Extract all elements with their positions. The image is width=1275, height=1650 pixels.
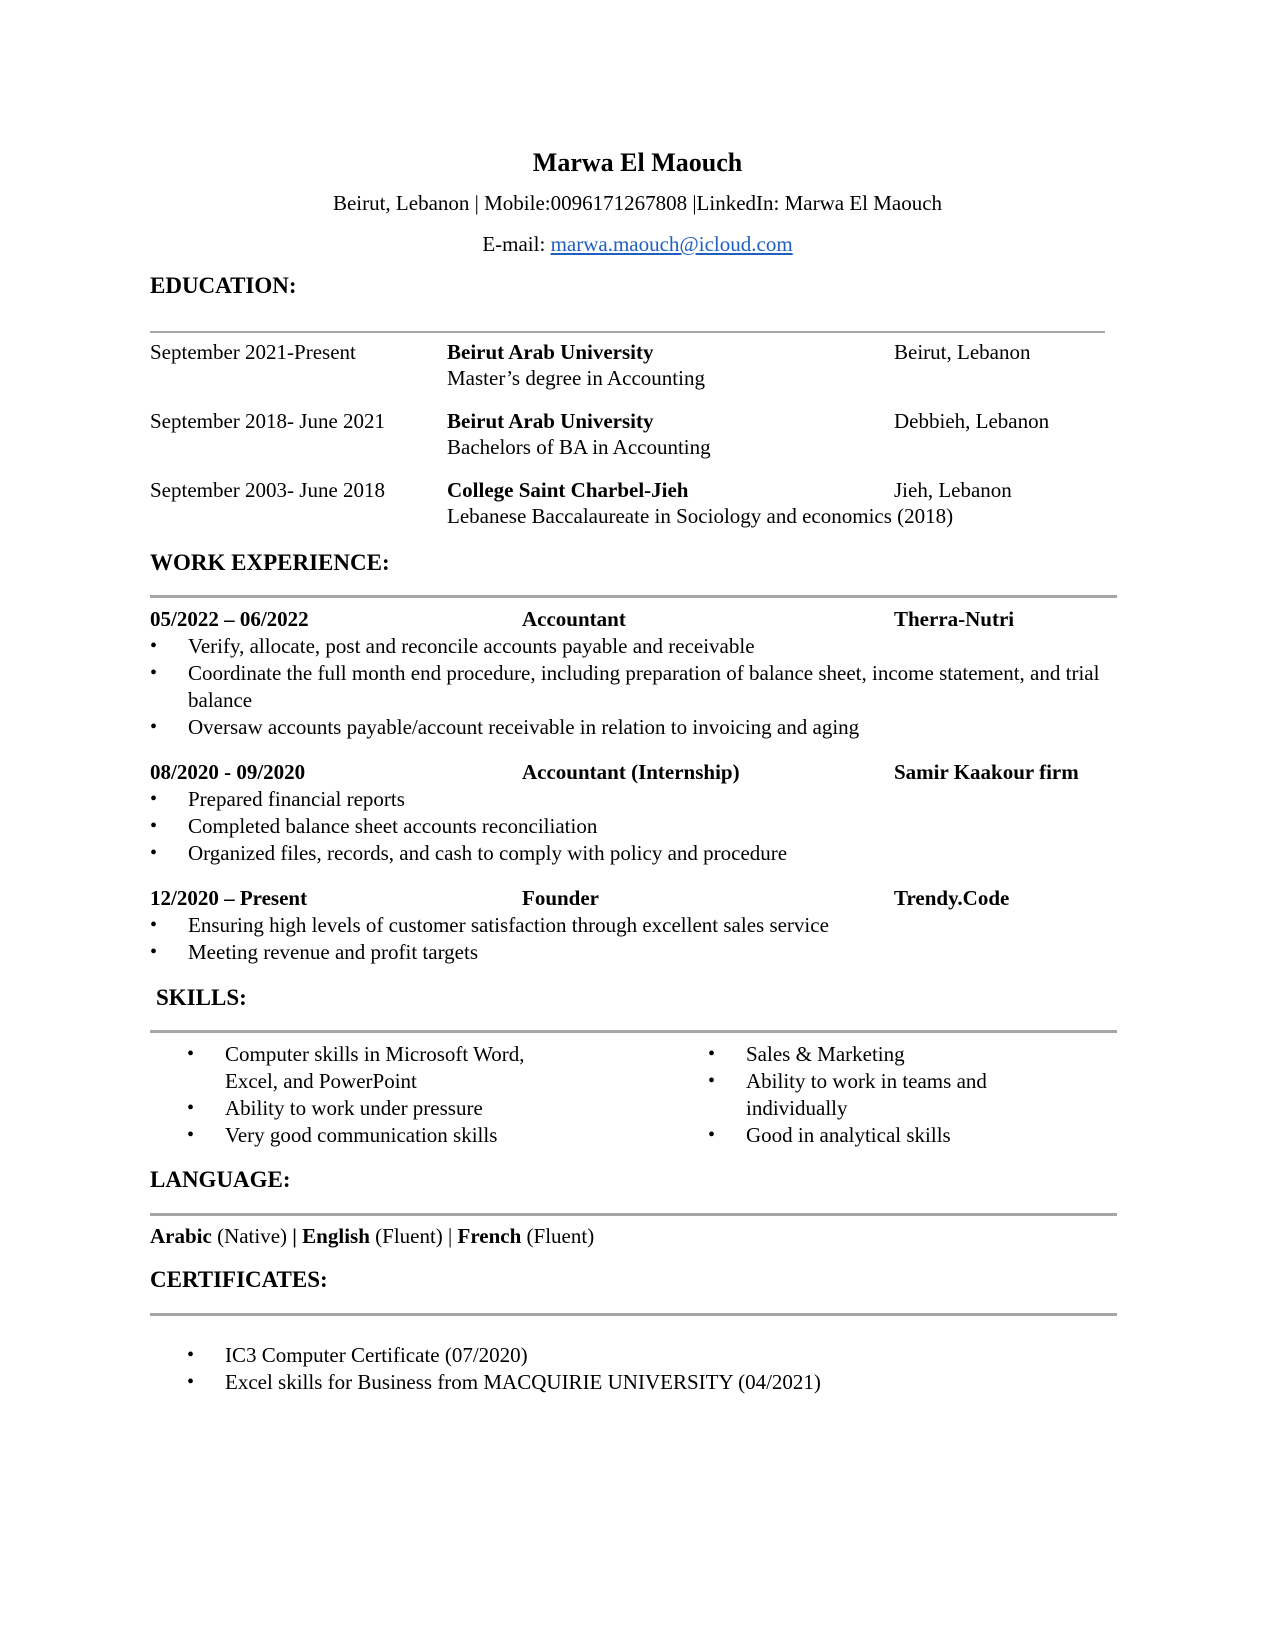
job-dates: 12/2020 – Present (150, 886, 308, 910)
education-location: Debbieh, Lebanon (894, 409, 1050, 433)
list-item: • Coordinate the full month end procedure, including preparation of balance sheet, income statement, and trial balance (150, 660, 1110, 714)
list-item: • Prepared financial reports (150, 786, 1110, 813)
education-degree: Lebanese Baccalaureate in Sociology and economics (2018) (447, 504, 954, 528)
contact-line: Beirut, Lebanon | Mobile:0096171267808 |LinkedIn: Marwa El Maouch (332, 191, 943, 215)
job-company: Therra-Nutri (894, 607, 1015, 631)
education-degree: Master’s degree in Accounting (447, 366, 705, 390)
skills-right-list (708, 1041, 1038, 1149)
email-label: E-mail: (482, 232, 551, 256)
education-institution: Beirut Arab University (447, 340, 654, 364)
job-dates: 05/2022 – 06/2022 (150, 607, 309, 631)
skills-divider (150, 1030, 1117, 1033)
language-level: (Fluent) (521, 1224, 595, 1248)
job-title: Accountant (Internship) (522, 760, 740, 784)
job-company: Samir Kaakour firm (894, 760, 1079, 784)
language-divider (150, 1213, 1117, 1216)
skills-left-list (187, 1041, 582, 1149)
list-item: • Good in analytical skills (708, 1122, 1038, 1149)
job-title: Accountant (522, 607, 626, 631)
education-institution: Beirut Arab University (447, 409, 654, 433)
language-separator: | (442, 1224, 458, 1248)
work-divider (150, 595, 1117, 598)
education-location: Beirut, Lebanon (894, 340, 1031, 364)
job-title: Founder (522, 886, 600, 910)
education-divider (150, 331, 1105, 333)
job-duties (150, 633, 1110, 741)
skills-heading: SKILLS: (156, 985, 247, 1010)
list-item: • Oversaw accounts payable/account receivable in relation to invoicing and aging (150, 714, 1110, 741)
language-name: Arabic (150, 1224, 212, 1248)
language-name: French (457, 1224, 522, 1248)
education-dates: September 2003- June 2018 (150, 478, 386, 502)
language-heading: LANGUAGE: (150, 1167, 291, 1192)
education-dates: September 2018- June 2021 (150, 409, 386, 433)
list-item: • Ability to work in teams and individually (708, 1068, 1038, 1122)
job-dates: 08/2020 - 09/2020 (150, 760, 306, 784)
certificates-heading: CERTIFICATES: (150, 1267, 328, 1292)
education-institution: College Saint Charbel-Jieh (447, 478, 689, 502)
job-duties (150, 912, 1110, 966)
email-line (0, 232, 1275, 257)
candidate-name: Marwa El Maouch (532, 148, 743, 177)
list-item: • Sales & Marketing (708, 1041, 1038, 1068)
email-link[interactable]: marwa.maouch@icloud.com (550, 232, 793, 256)
list-item: • Ensuring high levels of customer satisfaction through excellent sales service (150, 912, 1110, 939)
certificates-list (187, 1342, 1087, 1396)
list-item: • Excel skills for Business from MACQUIRIE UNIVERSITY (04/2021) (187, 1369, 1087, 1396)
education-heading: EDUCATION: (150, 273, 297, 298)
language-line (150, 1224, 594, 1249)
language-level: (Native) (211, 1224, 288, 1248)
language-level: (Fluent) (369, 1224, 443, 1248)
job-duties (150, 786, 1110, 867)
list-item: • Very good communication skills (187, 1122, 582, 1149)
list-item: • Meeting revenue and profit targets (150, 939, 1110, 966)
education-location: Jieh, Lebanon (894, 478, 1012, 502)
list-item: • Verify, allocate, post and reconcile accounts payable and receivable (150, 633, 1110, 660)
language-name: English (302, 1224, 370, 1248)
work-heading: WORK EXPERIENCE: (150, 550, 390, 575)
list-item: • Computer skills in Microsoft Word, Excel, and PowerPoint (187, 1041, 582, 1095)
education-dates: September 2021-Present (150, 340, 356, 364)
list-item: • Ability to work under pressure (187, 1095, 582, 1122)
education-degree: Bachelors of BA in Accounting (447, 435, 711, 459)
job-company: Trendy.Code (894, 886, 1010, 910)
language-separator: | (287, 1224, 303, 1248)
list-item: • Organized files, records, and cash to comply with policy and procedure (150, 840, 1110, 867)
list-item: • Completed balance sheet accounts reconciliation (150, 813, 1110, 840)
list-item: • IC3 Computer Certificate (07/2020) (187, 1342, 1087, 1369)
certificates-divider (150, 1313, 1117, 1316)
